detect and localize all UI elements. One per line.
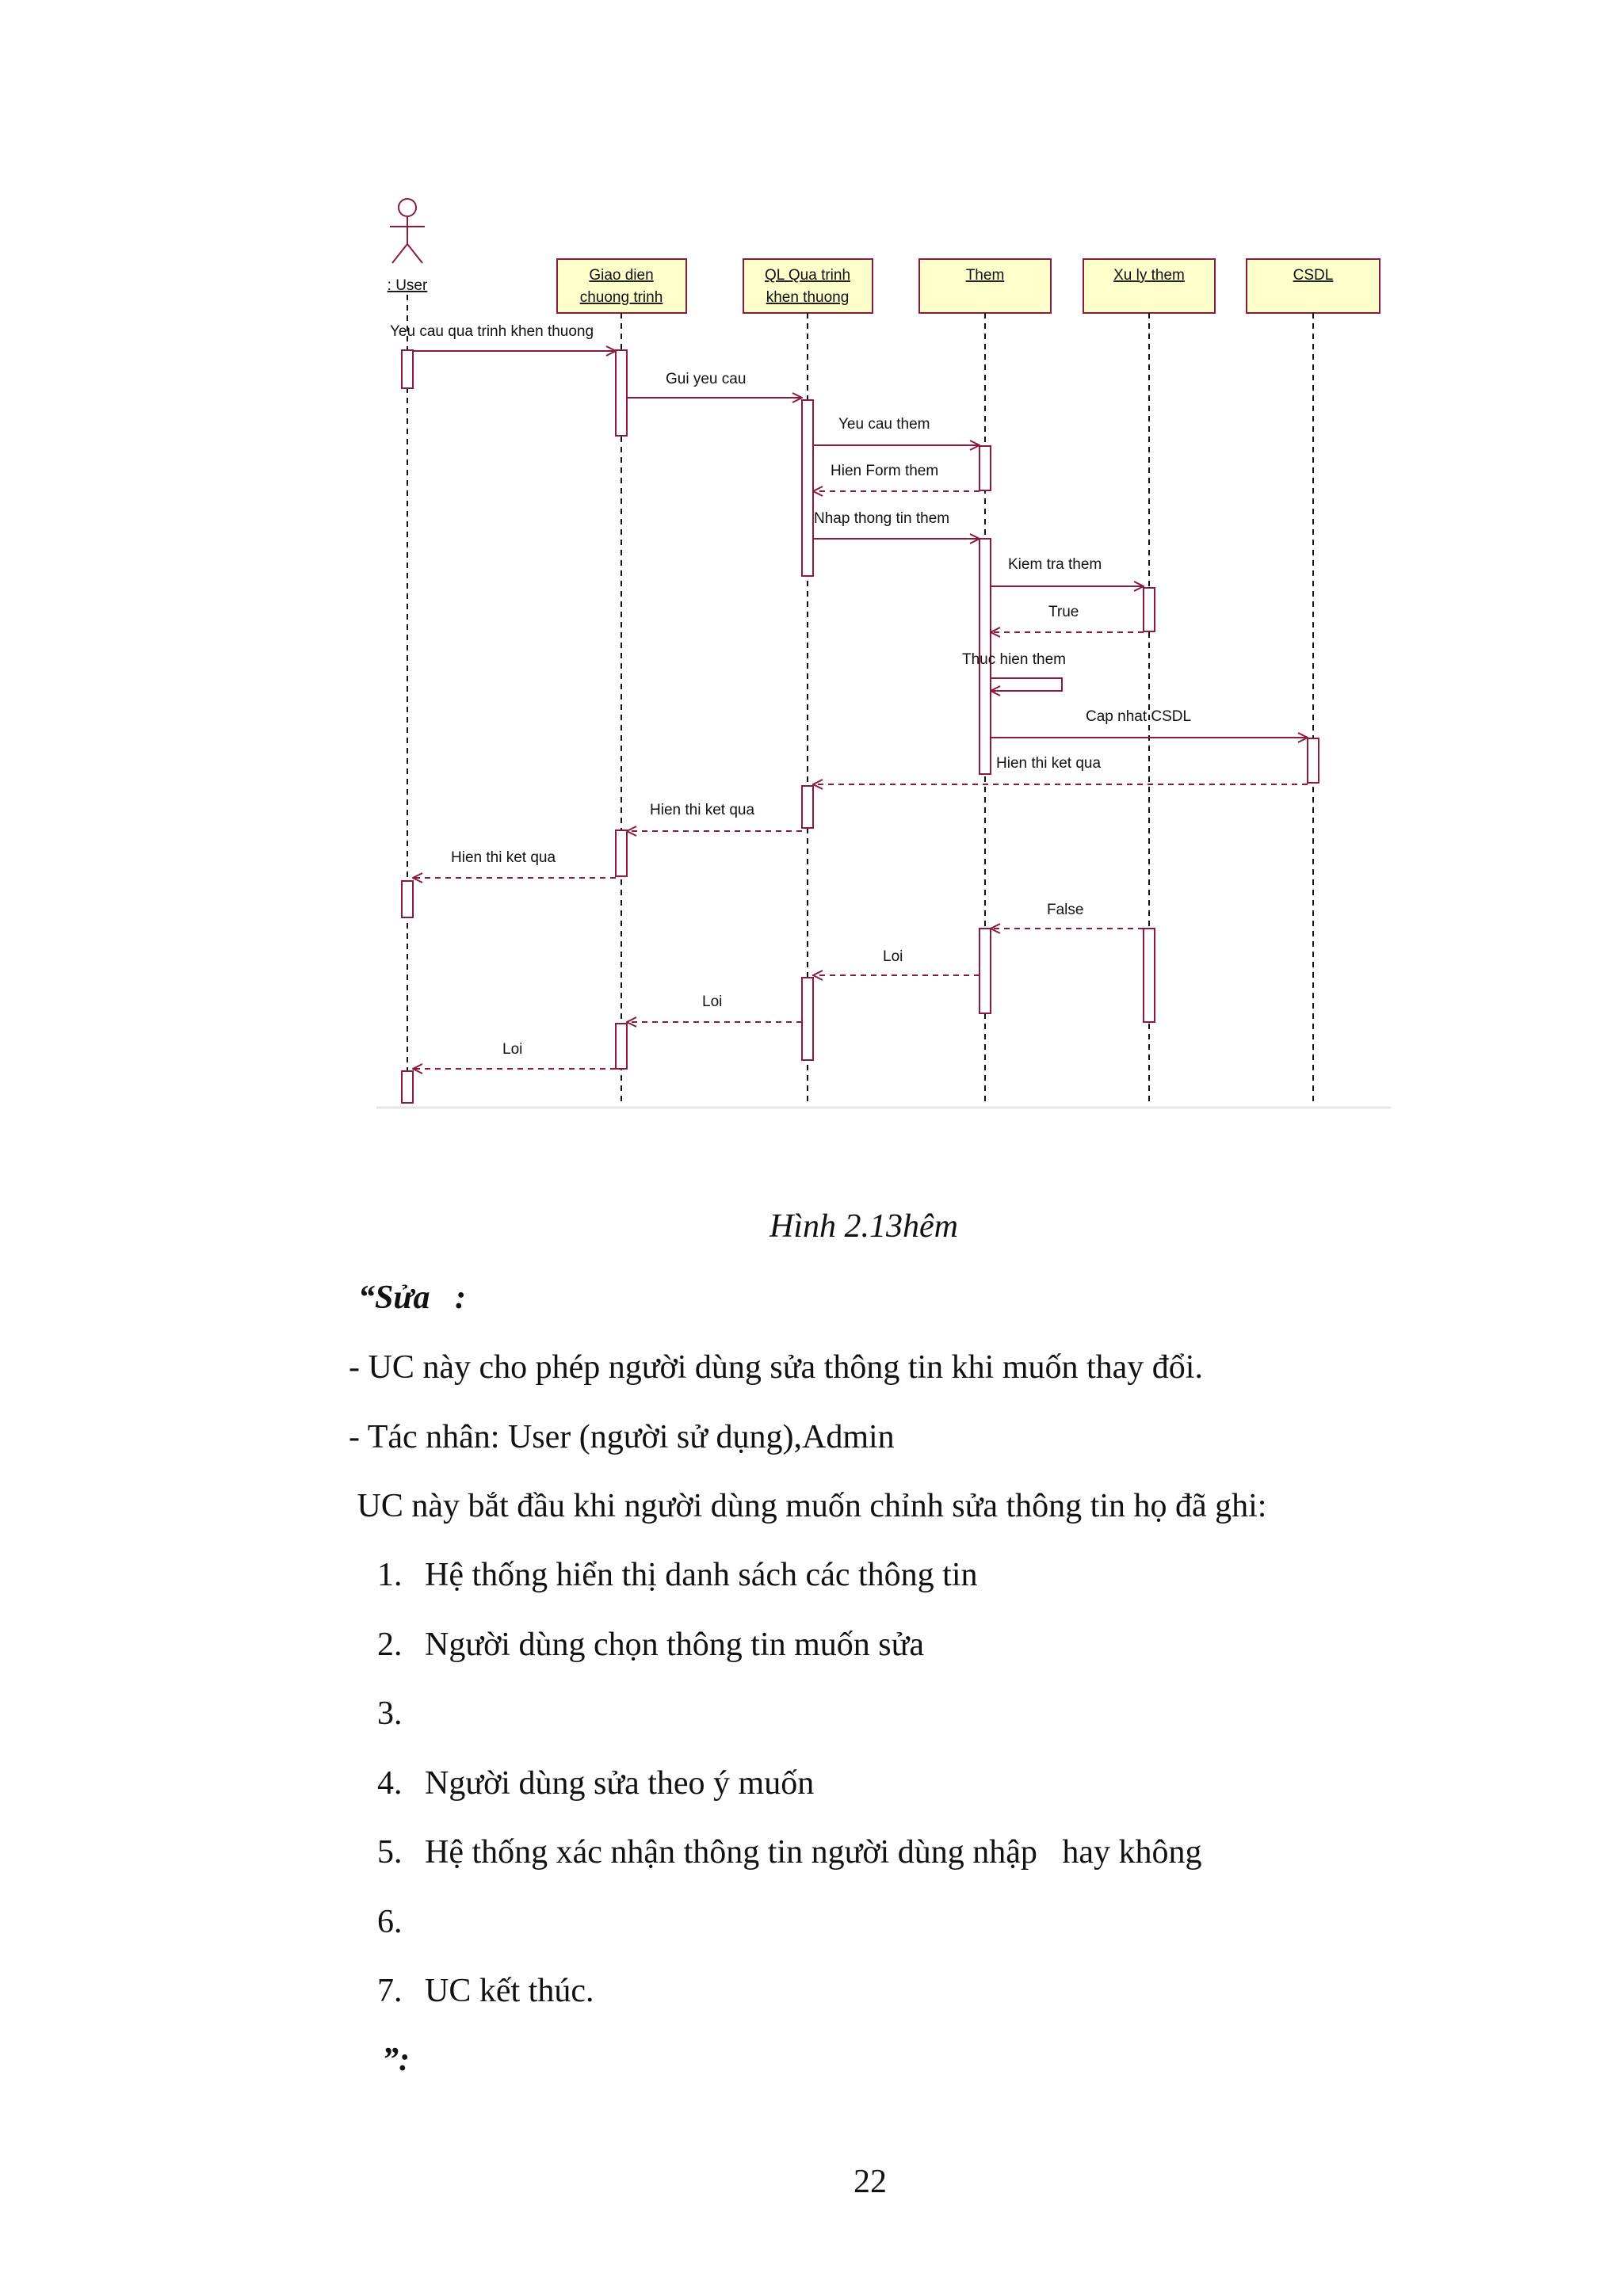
list-text: Người dùng sửa theo ý muốn [425, 1765, 815, 1802]
message-label: Loi [883, 948, 903, 965]
lifeline-box-xu-ly-them [1083, 259, 1215, 313]
svg-text:Xu ly them: Xu ly them [1113, 267, 1185, 284]
section-heading: “Sửa : [358, 1280, 467, 1316]
message-label: Hien Form them [831, 463, 939, 479]
message-label: True [1048, 604, 1079, 620]
svg-text:QL Qua trinh: QL Qua trinh [764, 267, 851, 284]
list-number: 1. [377, 1557, 403, 1593]
list-item [377, 1760, 814, 1807]
message-label: Loi [502, 1041, 523, 1058]
message-label: Nhap thong tin them [814, 510, 950, 527]
svg-text:CSDL: CSDL [1293, 267, 1334, 284]
list-text: Hệ thống hiển thị danh sách các thông tin [425, 1557, 978, 1593]
list-number: 2. [377, 1627, 403, 1663]
actor-user [390, 199, 425, 263]
lifeline-box-csdl [1247, 259, 1380, 313]
message-label: Kiem tra them [1008, 556, 1102, 573]
list-item [377, 1551, 978, 1599]
list-text: UC kết thúc. [425, 1973, 594, 2009]
message-label: Thuc hien them [962, 651, 1066, 668]
message-label: Hien thi ket qua [996, 755, 1102, 772]
list-number: 3. [377, 1695, 403, 1732]
closing-quote: ”: [382, 2042, 410, 2078]
list-number: 6. [377, 1904, 403, 1940]
message-label: Hien thi ket qua [650, 802, 755, 818]
list-number: 5. [377, 1834, 403, 1871]
list-item [377, 1621, 924, 1669]
list-item [377, 1967, 594, 2015]
message-label: Hien thi ket qua [451, 849, 556, 866]
list-text: Người dùng chọn thông tin muốn sửa [425, 1627, 925, 1663]
message-label: Loi [702, 994, 723, 1010]
list-item [377, 1898, 425, 1946]
paragraph-line: UC này bắt đầu khi người dùng muốn chỉnh sửa thông tin họ đã ghi: [349, 1488, 1267, 1524]
sequence-diagram [0, 0, 1623, 1125]
message-label: Cap nhat CSDL [1086, 708, 1192, 725]
list-number: 7. [377, 1973, 403, 2009]
page-number: 22 [854, 2164, 887, 2200]
svg-text:Giao dien: Giao dien [589, 267, 654, 284]
svg-text:chuong trinh: chuong trinh [579, 289, 663, 306]
list-number: 4. [377, 1765, 403, 1802]
list-item [377, 1829, 1202, 1876]
lifeline-box-ql-qua-trinh [743, 259, 873, 313]
actor-label: : User [387, 277, 428, 294]
list-item [377, 1690, 425, 1737]
self-call-arrow [991, 678, 1062, 691]
paragraph-line: - Tác nhân: User (người sử dụng),Admin [349, 1419, 895, 1455]
message-label: Gui yeu cau [666, 371, 747, 387]
svg-text:Them: Them [965, 267, 1005, 284]
message-label: Yeu cau qua trinh khen thuong [390, 323, 594, 340]
svg-text:khen thuong: khen thuong [766, 289, 850, 306]
list-text: Hệ thống xác nhận thông tin người dùng nhập hay không [425, 1834, 1202, 1871]
figure-caption: Hình 2.13hêm [769, 1208, 958, 1245]
message-label: False [1047, 902, 1084, 918]
lifeline-box-giao-dien [557, 259, 686, 313]
paragraph-line: - UC này cho phép người dùng sửa thông tin khi muốn thay đổi. [349, 1349, 1203, 1386]
message-label: Yeu cau them [838, 416, 930, 433]
lifeline-box-them [919, 259, 1051, 313]
